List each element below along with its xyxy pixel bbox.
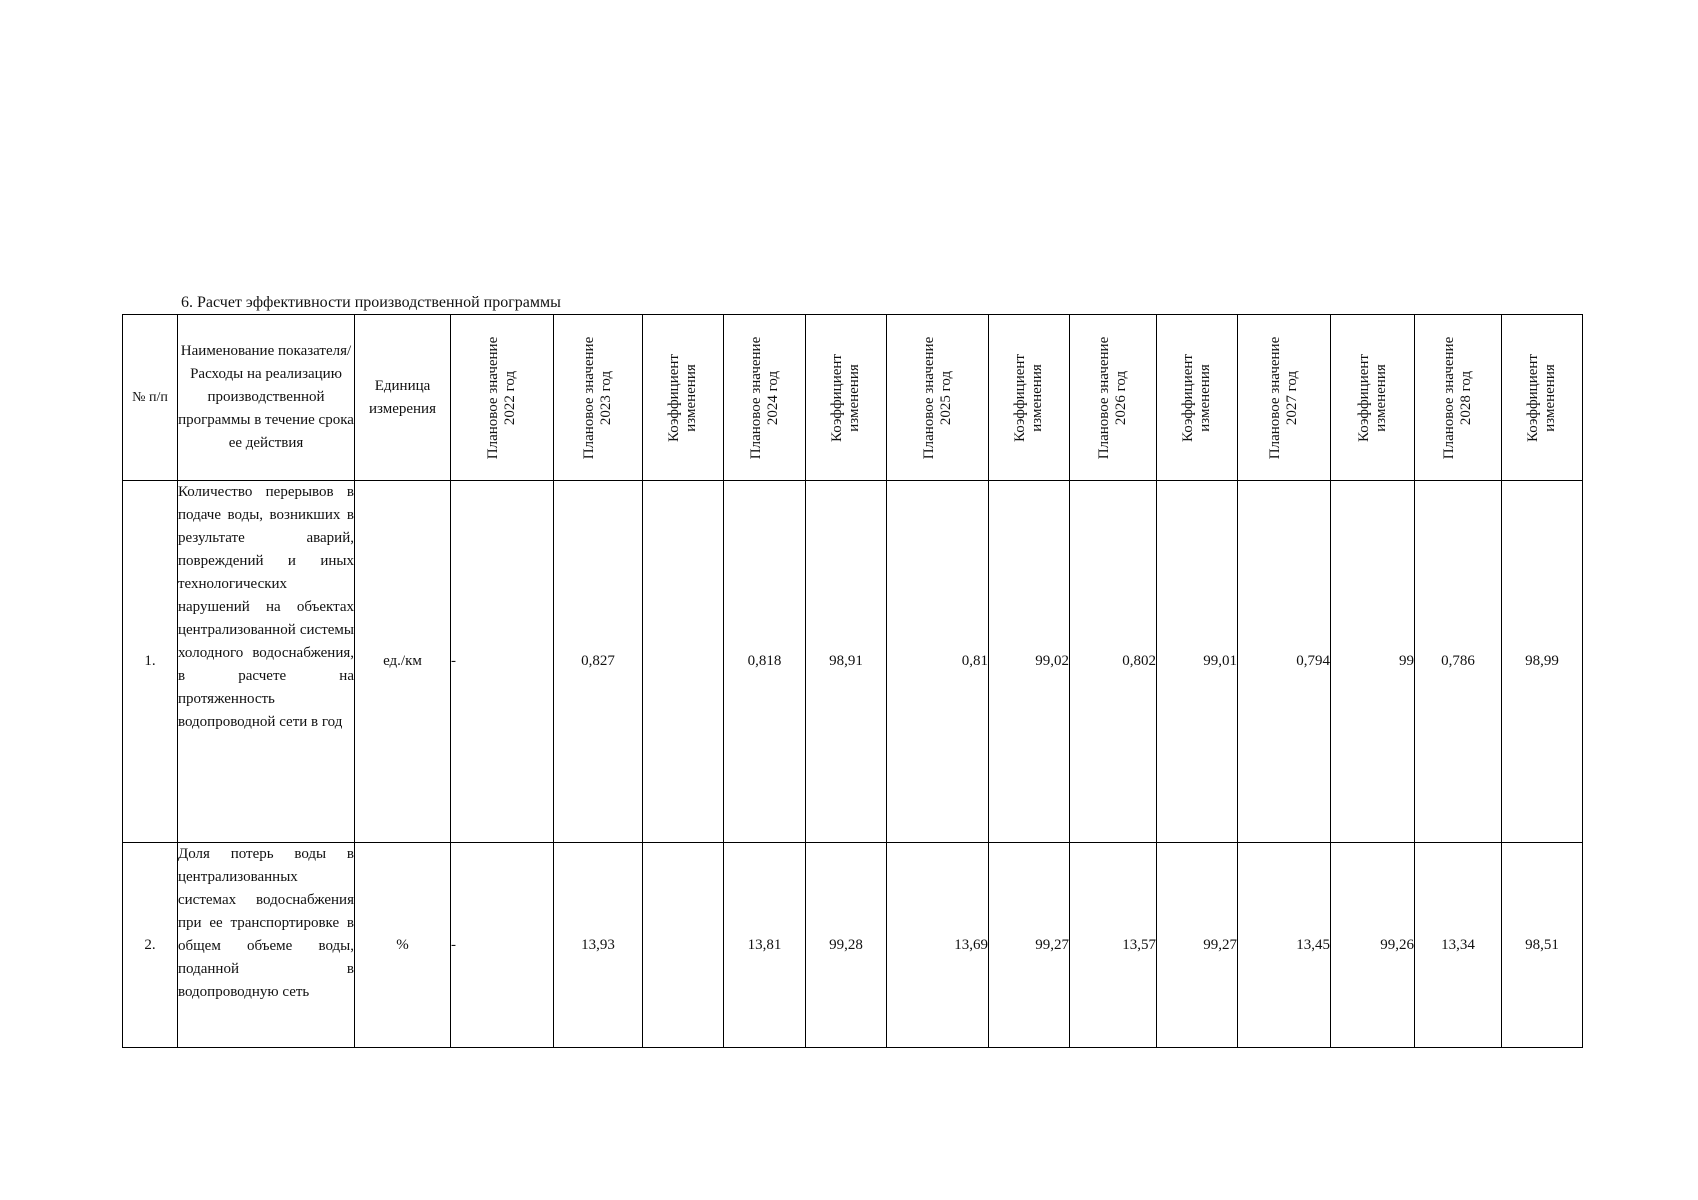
- coef-2028-cell: 98,99: [1502, 481, 1583, 843]
- coef-2023-cell: [643, 843, 724, 1048]
- header-coef-2024: Коэффициент изменения: [806, 315, 887, 481]
- coef-2027-cell: 99,26: [1331, 843, 1415, 1048]
- coef-2026-cell: 99,27: [1157, 843, 1238, 1048]
- indicator-name: Доля потерь воды в централизованных системах водоснабжения при ее транспортировке в общем объеме воды, поданной в водопроводную сеть: [178, 843, 355, 1048]
- header-unit: Единица измерения: [355, 315, 451, 481]
- plan-2024-cell: 0,818: [724, 481, 806, 843]
- table-row: [123, 481, 1583, 843]
- plan-2028-cell: 0,786: [1415, 481, 1502, 843]
- header-indicator-name: Наименование показателя/Расходы на реализацию производственной программы в течение срока ее действия: [178, 315, 355, 481]
- plan-2026-cell: 0,802: [1070, 481, 1157, 843]
- header-plan-2023: Плановое значение 2023 год: [554, 315, 643, 481]
- plan-2024-cell: 13,81: [724, 843, 806, 1048]
- coef-2024-cell: 99,28: [806, 843, 887, 1048]
- coef-2028-cell: 98,51: [1502, 843, 1583, 1048]
- header-number: № п/п: [123, 315, 178, 481]
- header-plan-2025: Плановое значение 2025 год: [887, 315, 989, 481]
- coef-2023-cell: [643, 481, 724, 843]
- coef-2027-cell: 99: [1331, 481, 1415, 843]
- header-row: [123, 315, 1583, 481]
- header-plan-2026: Плановое значение 2026 год: [1070, 315, 1157, 481]
- coef-2025-cell: 99,27: [989, 843, 1070, 1048]
- header-coef-2027: Коэффициент изменения: [1331, 315, 1415, 481]
- header-coef-2023: Коэффициент изменения: [643, 315, 724, 481]
- unit-cell: %: [355, 843, 451, 1048]
- plan-2025-cell: 13,69: [887, 843, 989, 1048]
- header-plan-2028: Плановое значение 2028 год: [1415, 315, 1502, 481]
- header-plan-2027: Плановое значение 2027 год: [1238, 315, 1331, 481]
- header-coef-2025: Коэффициент изменения: [989, 315, 1070, 481]
- plan-2022-cell: -: [451, 843, 554, 1048]
- row-number: 2.: [123, 843, 178, 1048]
- header-plan-2024: Плановое значение 2024 год: [724, 315, 806, 481]
- coef-2026-cell: 99,01: [1157, 481, 1238, 843]
- plan-2023-cell: 13,93: [554, 843, 643, 1048]
- plan-2022-cell: -: [451, 481, 554, 843]
- header-coef-2026: Коэффициент изменения: [1157, 315, 1238, 481]
- plan-2026-cell: 13,57: [1070, 843, 1157, 1048]
- table-row: [123, 843, 1583, 1048]
- indicator-name: Количество перерывов в подаче воды, возникших в результате аварий, повреждений и иных технологических нарушений на объектах централизованной системы холодного водоснабжения, в расчете на протяженность водопроводной сети в год: [178, 481, 355, 843]
- plan-2027-cell: 0,794: [1238, 481, 1331, 843]
- plan-2023-cell: 0,827: [554, 481, 643, 843]
- header-coef-2028: Коэффициент изменения: [1502, 315, 1583, 481]
- plan-2025-cell: 0,81: [887, 481, 989, 843]
- plan-2028-cell: 13,34: [1415, 843, 1502, 1048]
- coef-2024-cell: 98,91: [806, 481, 887, 843]
- header-plan-2022: Плановое значение 2022 год: [451, 315, 554, 481]
- unit-cell: ед./км: [355, 481, 451, 843]
- document-title: 6. Расчет эффективности производственной программы: [181, 294, 561, 311]
- plan-2027-cell: 13,45: [1238, 843, 1331, 1048]
- row-number: 1.: [123, 481, 178, 843]
- efficiency-table: [122, 314, 1583, 1048]
- coef-2025-cell: 99,02: [989, 481, 1070, 843]
